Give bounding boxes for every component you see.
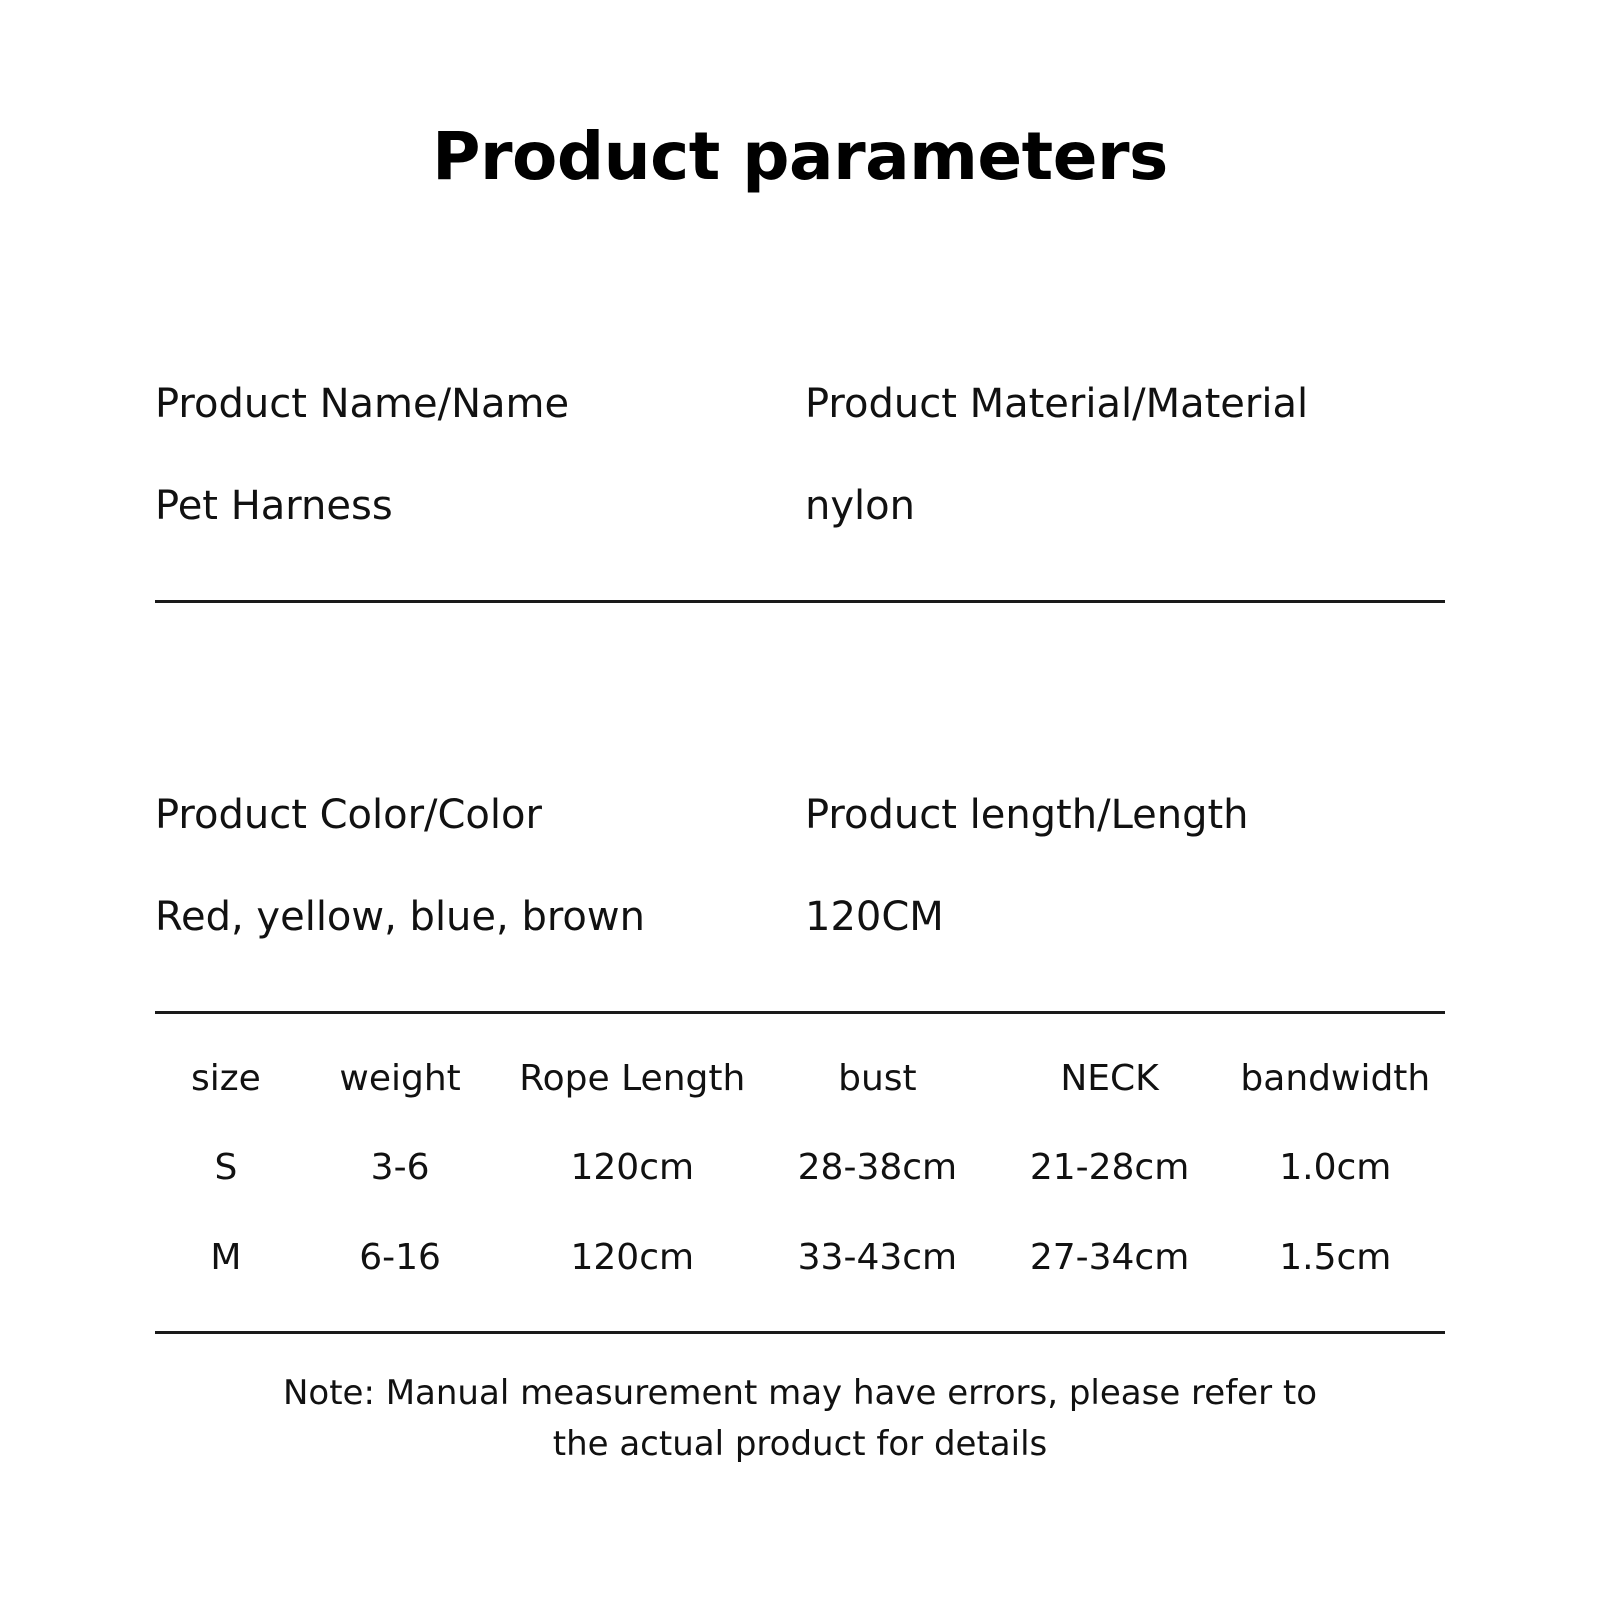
divider-2 xyxy=(155,1011,1445,1014)
page-title: Product parameters xyxy=(432,118,1168,195)
cell-rope-length: 120cm xyxy=(570,1237,695,1278)
cell-neck: 21-28cm xyxy=(1029,1147,1190,1188)
column-header-weight: weight xyxy=(339,1058,461,1099)
product-length-value: 120CM xyxy=(805,894,944,940)
product-material-value: nylon xyxy=(805,483,915,529)
spec-cell-product-color xyxy=(155,793,805,939)
measurement-note xyxy=(155,1368,1445,1470)
column-header-bandwidth: bandwidth xyxy=(1240,1058,1431,1099)
measurement-note-line-2: the actual product for details xyxy=(552,1424,1048,1464)
product-name-label: Product Name/Name xyxy=(155,381,570,427)
column-header-bust: bust xyxy=(838,1058,917,1099)
cell-bust: 33-43cm xyxy=(797,1237,958,1278)
cell-size: S xyxy=(214,1147,238,1188)
cell-weight: 3-6 xyxy=(370,1147,430,1188)
divider-3 xyxy=(155,1331,1445,1334)
specifications-block xyxy=(155,382,1445,1470)
product-color-value: Red, yellow, blue, brown xyxy=(155,894,645,940)
product-material-label: Product Material/Material xyxy=(805,381,1309,427)
cell-bandwidth: 1.0cm xyxy=(1279,1147,1392,1188)
table-row xyxy=(155,1099,1445,1189)
column-header-size: size xyxy=(191,1058,261,1099)
cell-rope-length: 120cm xyxy=(570,1147,695,1188)
spec-cell-product-material xyxy=(805,382,1445,528)
column-header-neck: NECK xyxy=(1060,1058,1159,1099)
table-row xyxy=(155,1189,1445,1279)
product-color-label: Product Color/Color xyxy=(155,792,542,838)
cell-bust: 28-38cm xyxy=(797,1147,958,1188)
spec-group-name-material xyxy=(155,382,1445,528)
product-name-value: Pet Harness xyxy=(155,483,393,529)
spec-cell-product-name xyxy=(155,382,805,528)
column-header-rope-length: Rope Length xyxy=(519,1058,746,1099)
product-length-label: Product length/Length xyxy=(805,792,1249,838)
spec-group-color-length xyxy=(155,793,1445,939)
cell-weight: 6-16 xyxy=(359,1237,441,1278)
cell-neck: 27-34cm xyxy=(1029,1237,1190,1278)
measurement-note-line-1: Note: Manual measurement may have errors, please refer to xyxy=(282,1373,1318,1413)
table-header-row xyxy=(155,1058,1445,1099)
cell-size: M xyxy=(210,1237,242,1278)
divider-1 xyxy=(155,600,1445,603)
spec-cell-product-length xyxy=(805,793,1445,939)
size-chart-table xyxy=(155,1058,1445,1279)
cell-bandwidth: 1.5cm xyxy=(1279,1237,1392,1278)
